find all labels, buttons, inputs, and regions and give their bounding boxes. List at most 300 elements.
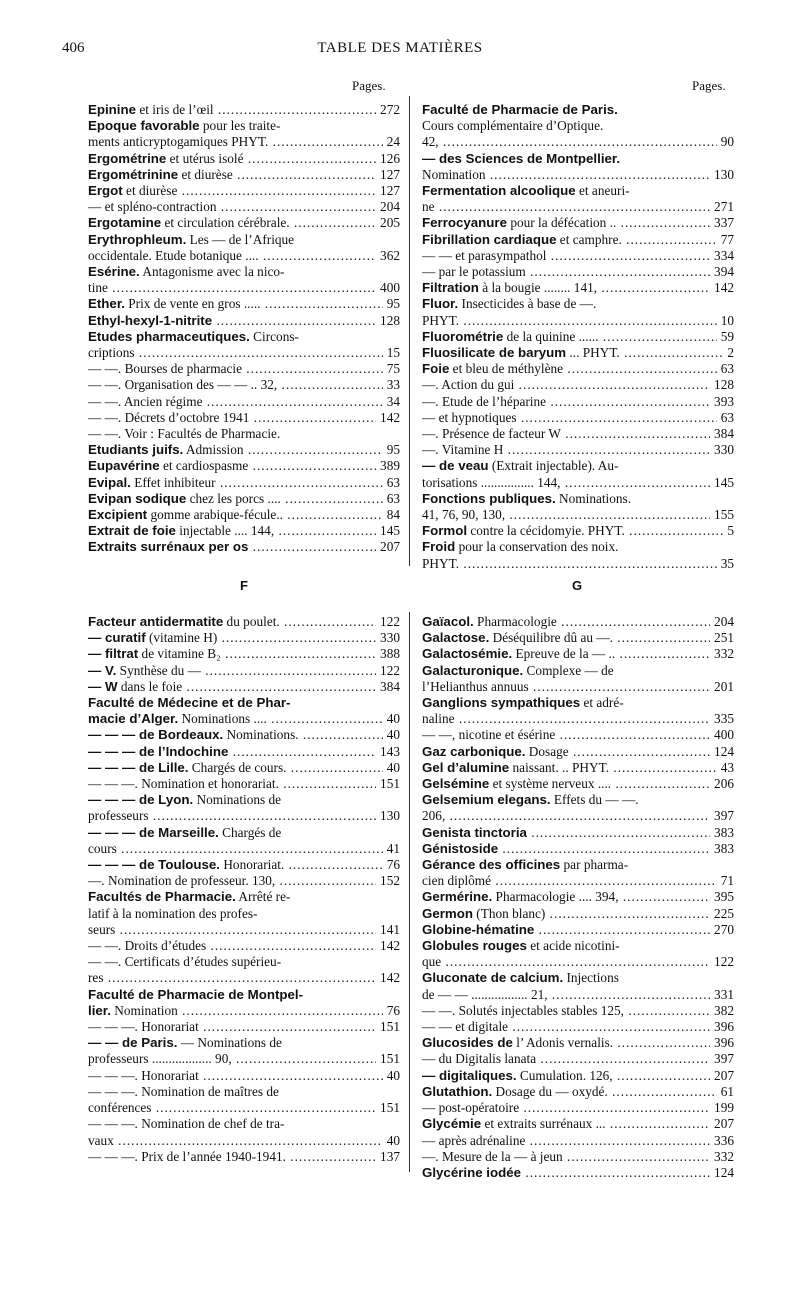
index-page-ref: 5 — [727, 523, 734, 539]
index-headword: Gaïacol. — [422, 614, 474, 629]
index-entry-text — [88, 118, 396, 134]
index-entry-text — [422, 825, 710, 841]
index-entry-text — [88, 1133, 383, 1149]
index-entry-text — [88, 1100, 376, 1116]
index-description: Insecticides à base de —. — [458, 296, 597, 312]
index-description: Nominations de — [193, 792, 282, 808]
index-entry-text — [88, 1019, 376, 1035]
index-description: et bleu de méthylène — [449, 361, 564, 377]
index-entry-text — [88, 167, 376, 183]
index-entry-text — [88, 906, 396, 922]
index-description: cien diplômé — [422, 873, 492, 889]
index-entry-text — [422, 987, 710, 1003]
index-entry-text — [422, 151, 730, 167]
index-headword: Froid — [422, 539, 456, 555]
index-description: Les — de l’Afrique — [186, 231, 295, 247]
index-description: et circulation cérébrale. — [161, 215, 290, 231]
index-description: et adré- — [580, 695, 624, 711]
index-description: — après adrénaline — [422, 1132, 526, 1148]
index-entry — [422, 442, 734, 458]
index-description: PHYT. — [422, 555, 460, 571]
index-headword: Extraits surrénaux per os — [88, 539, 249, 555]
index-entry-text — [88, 663, 376, 679]
index-page-ref: 34 — [386, 393, 400, 409]
index-description: du poulet. — [223, 614, 280, 629]
index-entry — [88, 167, 400, 183]
index-entry — [88, 1116, 400, 1132]
index-description: cours — [88, 840, 117, 856]
index-page-ref: 142 — [380, 409, 400, 425]
index-description: — et hypnotiques — [422, 409, 517, 425]
index-page-ref: 59 — [720, 328, 734, 344]
index-entry-text — [88, 938, 376, 954]
index-entry — [88, 280, 400, 296]
index-page-ref: 397 — [714, 808, 734, 824]
index-headword: Glycérine iodée — [422, 1164, 522, 1180]
index-description: seurs — [88, 921, 116, 937]
index-description: — — —. Prix de l’année 1940-1941. — [88, 1148, 286, 1164]
index-entry-text — [88, 646, 376, 662]
index-page-ref: 251 — [714, 630, 734, 646]
index-entry — [422, 776, 734, 792]
index-page-ref: 330 — [714, 442, 734, 458]
index-page-ref: 122 — [380, 614, 400, 629]
index-entry — [88, 970, 400, 986]
index-entry — [88, 523, 400, 539]
index-entry-text — [88, 825, 396, 841]
index-entry-text — [422, 556, 717, 572]
index-entry-text — [88, 199, 376, 215]
index-page-ref: 151 — [380, 776, 400, 792]
index-headword: — — — de Marseille. — [88, 824, 219, 840]
index-entry — [422, 215, 734, 231]
index-entry — [88, 744, 400, 760]
index-headword: Glutathion. — [422, 1083, 493, 1099]
index-headword: — — — de l’Indochine — [88, 743, 229, 759]
index-description: —. Etude de l’héparine — [422, 393, 547, 409]
index-page-ref: 272 — [380, 102, 400, 117]
index-entry — [422, 134, 734, 150]
column-divider-top — [409, 96, 410, 566]
index-page-ref: 382 — [714, 1002, 734, 1018]
index-entry-text — [422, 507, 710, 523]
index-description: — et spléno-contraction — [88, 199, 217, 215]
index-entry — [422, 906, 734, 922]
index-headword: — filtrat — [88, 646, 139, 662]
index-entry — [88, 1149, 400, 1165]
index-entry-text — [422, 679, 710, 695]
index-page-ref: 63 — [386, 490, 400, 506]
index-entry — [422, 475, 734, 491]
index-page-ref: 393 — [714, 393, 734, 409]
index-page-ref: 95 — [386, 442, 400, 458]
index-page-ref: 2 — [727, 345, 734, 361]
index-page-ref: 396 — [714, 1019, 734, 1035]
index-entry-text — [88, 808, 376, 824]
index-headword: Glucosides de — [422, 1035, 513, 1051]
index-headword: Facteur antidermatite — [88, 614, 224, 629]
index-description: tine — [88, 280, 108, 296]
index-description: criptions — [88, 345, 135, 361]
index-headword: Etudes pharmaceutiques. — [88, 328, 250, 344]
index-entry — [422, 614, 734, 630]
index-description: à la bougie ........ 141, — [478, 280, 598, 296]
index-entry — [88, 841, 400, 857]
index-entry — [422, 987, 734, 1003]
index-page-ref: 40 — [386, 711, 400, 727]
index-page-ref: 142 — [380, 970, 400, 986]
index-headword: Germérine. — [422, 889, 493, 905]
index-entry — [422, 458, 734, 474]
index-description: Arrêté re- — [235, 889, 291, 905]
index-description: professeurs — [88, 808, 149, 824]
index-entry — [88, 825, 400, 841]
index-entry-text — [422, 1068, 710, 1084]
index-entry — [422, 329, 734, 345]
index-entry-text — [88, 296, 383, 312]
index-entry — [88, 426, 400, 442]
index-entry — [422, 118, 734, 134]
index-entry-text — [88, 215, 376, 231]
index-headword: Etudiants juifs. — [88, 442, 184, 458]
index-headword: Faculté de Pharmacie de Paris. — [422, 102, 618, 117]
index-entry — [422, 345, 734, 361]
index-description: — — et parasympathol — [422, 247, 547, 263]
index-headword: macie d’Alger. — [88, 711, 179, 727]
index-entry — [88, 760, 400, 776]
index-entry-text — [422, 1116, 710, 1132]
index-entry — [88, 727, 400, 743]
index-description: Complexe — de — [523, 662, 614, 678]
index-entry — [422, 954, 734, 970]
index-entry — [88, 313, 400, 329]
index-description: latif à la nomination des profes- — [88, 905, 258, 921]
index-headword: — — — de Bordeaux. — [88, 727, 224, 743]
index-entry — [88, 232, 400, 248]
index-description: injectable .... 144, — [175, 523, 275, 539]
section-letter-f: F — [240, 578, 248, 593]
index-column-bottom-right — [422, 614, 734, 1181]
index-description: — — —. Nomination de chef de tra- — [88, 1116, 285, 1132]
index-entry — [422, 938, 734, 954]
index-entry-text — [88, 857, 383, 873]
index-description: Effets du — —. — [550, 792, 639, 808]
index-headword: Germon — [422, 905, 473, 921]
index-entry-text — [88, 1051, 376, 1067]
index-page-ref: 362 — [380, 247, 400, 263]
index-entry-text — [88, 151, 376, 167]
index-entry — [422, 1084, 734, 1100]
index-entry-text — [422, 954, 710, 970]
index-headword: Evipal. — [88, 474, 131, 490]
index-entry-text — [88, 329, 396, 345]
index-entry — [88, 1133, 400, 1149]
index-page-ref: 95 — [386, 296, 400, 312]
index-entry — [422, 151, 734, 167]
index-headword: Epoque favorable — [88, 118, 200, 134]
index-description: pour la défécation .. — [507, 215, 617, 231]
index-description: — —. Voir : Facultés de Pharmacie. — [88, 426, 281, 442]
index-entry — [88, 215, 400, 231]
index-entry — [422, 679, 734, 695]
index-description: Antagonisme avec la nico- — [139, 264, 285, 280]
index-entry-text — [88, 970, 376, 986]
index-entry-text — [88, 475, 383, 491]
index-entry-text — [422, 313, 717, 329]
index-page-ref: 145 — [380, 523, 400, 539]
index-description: conférences — [88, 1100, 152, 1116]
index-entry-text — [422, 873, 717, 889]
index-headword: Fluor. — [422, 296, 459, 312]
index-entry — [88, 938, 400, 954]
column-divider-bottom — [409, 612, 410, 1172]
index-description: — — —. Honorariat — [88, 1019, 199, 1035]
index-page-ref: 63 — [386, 474, 400, 490]
index-entry — [88, 873, 400, 889]
index-page-ref: 204 — [714, 614, 734, 629]
index-headword: Glycémie — [422, 1116, 482, 1132]
index-headword: Foie — [422, 361, 450, 377]
index-page-ref: 128 — [380, 312, 400, 328]
index-description: l’ Adonis vernalis. — [512, 1035, 614, 1051]
index-entry — [88, 630, 400, 646]
index-entry — [422, 313, 734, 329]
index-page-ref: 383 — [714, 824, 734, 840]
index-page-ref: 61 — [720, 1083, 734, 1099]
index-entry-text — [422, 630, 710, 646]
index-entry-text — [88, 1116, 396, 1132]
index-entry — [88, 1068, 400, 1084]
index-entry-text — [422, 394, 710, 410]
index-entry — [88, 889, 400, 905]
index-description: — —. Ancien régime — [88, 393, 203, 409]
index-page-ref: 270 — [714, 921, 734, 937]
index-page-ref: 84 — [386, 507, 400, 523]
index-page-ref: 335 — [714, 711, 734, 727]
index-description: Synthèse du — — [116, 662, 201, 678]
index-entry-text — [422, 1035, 710, 1051]
index-entry — [88, 987, 400, 1003]
index-entry-text — [422, 614, 710, 630]
index-page-ref: 389 — [380, 458, 400, 474]
index-headword: Facultés de Pharmacie. — [88, 889, 236, 905]
index-page-ref: 384 — [380, 678, 400, 694]
pages-label-right: Pages. — [692, 78, 726, 93]
index-entry-text — [88, 1035, 396, 1051]
index-entry — [422, 280, 734, 296]
index-entry — [88, 296, 400, 312]
index-entry — [422, 922, 734, 938]
index-entry — [422, 727, 734, 743]
index-description: ne — [422, 199, 435, 215]
index-description: naline — [422, 711, 455, 727]
index-headword: Ergotamine — [88, 215, 162, 231]
index-entry — [422, 377, 734, 393]
index-description: et diurèse — [122, 183, 178, 199]
index-entry-text — [88, 1068, 383, 1084]
index-headword: Globules rouges — [422, 938, 527, 954]
index-page-ref: 397 — [714, 1051, 734, 1067]
index-description: torisations ................ 144, — [422, 474, 561, 490]
index-entry-text — [88, 134, 383, 150]
index-entry — [88, 857, 400, 873]
index-page-ref: 76 — [386, 857, 400, 873]
index-entry-text — [422, 264, 710, 280]
index-headword: — W — [88, 678, 118, 694]
index-page-ref: 142 — [380, 938, 400, 954]
index-headword: Génistoside — [422, 840, 499, 856]
index-description: par pharma- — [560, 857, 629, 873]
index-entry — [422, 507, 734, 523]
index-description: vaux — [88, 1132, 114, 1148]
index-headword: Ergot — [88, 183, 123, 199]
index-page-ref: 127 — [380, 183, 400, 199]
index-description: — — —. Nomination et honorariat. — [88, 776, 279, 792]
index-entry-text — [422, 296, 730, 312]
index-description: — —. Organisation des — — .. 32, — [88, 377, 278, 393]
index-entry — [88, 442, 400, 458]
index-entry-text — [422, 744, 710, 760]
index-entry — [422, 760, 734, 776]
index-page-ref: 41 — [386, 840, 400, 856]
index-entry — [88, 1100, 400, 1116]
index-description: Déséquilibre dû au —. — [489, 630, 613, 646]
index-entry — [88, 475, 400, 491]
index-entry-text — [88, 776, 376, 792]
index-entry — [88, 792, 400, 808]
index-entry-text — [88, 361, 383, 377]
index-entry-text — [422, 711, 710, 727]
index-entry — [422, 630, 734, 646]
index-description: et iris de l’œil — [136, 102, 214, 117]
index-entry — [422, 426, 734, 442]
index-headword: Gérance des officines — [422, 857, 561, 873]
index-entry — [88, 361, 400, 377]
index-entry-text — [88, 264, 396, 280]
index-description: et diurèse — [178, 166, 233, 182]
index-description: de — — ................. 21, — [422, 986, 548, 1002]
index-entry — [88, 1003, 400, 1019]
section-letter-g: G — [572, 578, 583, 593]
index-entry — [88, 663, 400, 679]
index-headword: Globine-hématine — [422, 921, 535, 937]
index-entry-text — [422, 475, 710, 491]
index-entry-text — [88, 873, 376, 889]
index-page-ref: 122 — [380, 662, 400, 678]
index-headword: Faculté de Pharmacie de Montpel- — [88, 986, 304, 1002]
index-entry — [88, 906, 400, 922]
index-entry-text — [88, 695, 396, 711]
index-entry — [422, 1051, 734, 1067]
index-entry — [422, 646, 734, 662]
index-headword: Ethyl-hexyl-1-nitrite — [88, 312, 213, 328]
index-description: — —. Droits d’études — [88, 938, 207, 954]
index-page-ref: 206 — [714, 776, 734, 792]
index-description: (Extrait injectable). Au- — [488, 458, 619, 474]
index-entry-text — [422, 248, 710, 264]
index-entry-text — [88, 232, 396, 248]
index-page-ref: 143 — [380, 743, 400, 759]
index-entry-text — [88, 313, 376, 329]
index-description: Dosage — [525, 743, 569, 759]
index-entry — [422, 361, 734, 377]
index-description: et cardiospasme — [159, 458, 249, 474]
index-entry-text — [422, 1100, 710, 1116]
index-entry-text — [422, 280, 710, 296]
index-page-ref: 128 — [714, 377, 734, 393]
index-description: —. Présence de facteur W — [422, 426, 561, 442]
index-description: — —. Solutés injectables stables 125, — [422, 1002, 625, 1018]
index-description: —. Action du gui — [422, 377, 515, 393]
index-page-ref: 332 — [714, 1148, 734, 1164]
index-page-ref: 394 — [714, 264, 734, 280]
index-headword: Fluorométrie — [422, 328, 504, 344]
index-page-ref: 77 — [720, 231, 734, 247]
index-headword: Fibrillation cardiaque — [422, 231, 557, 247]
index-page-ref: 271 — [714, 199, 734, 215]
index-description: Admission — [183, 442, 244, 458]
index-page-ref: 141 — [380, 921, 400, 937]
index-entry — [422, 394, 734, 410]
index-page-ref: 330 — [380, 630, 400, 646]
index-page-ref: 334 — [714, 247, 734, 263]
index-page-ref: 199 — [714, 1100, 734, 1116]
index-description: Nominations. — [555, 490, 632, 506]
index-description: — par le potassium — [422, 264, 526, 280]
index-headword: — de veau — [422, 458, 489, 474]
index-entry — [422, 695, 734, 711]
index-entry — [422, 539, 734, 555]
index-description: Pharmacologie .... 394, — [492, 889, 619, 905]
index-page-ref: 145 — [714, 474, 734, 490]
index-entry — [422, 663, 734, 679]
index-entry — [88, 1051, 400, 1067]
index-entry-text — [88, 760, 383, 776]
index-description: — —. Décrets d’octobre 1941 — [88, 409, 250, 425]
index-description: Cumulation. 126, — [516, 1067, 613, 1083]
index-entry — [88, 345, 400, 361]
index-entry-text — [88, 539, 376, 555]
index-page-ref: 337 — [714, 215, 734, 231]
index-description: — — et digitale — [422, 1019, 509, 1035]
index-page-ref: 33 — [386, 377, 400, 393]
index-headword: — curatif — [88, 630, 146, 646]
page-title: TABLE DES MATIÈRES — [317, 40, 483, 56]
index-description: l’Helianthus annuus — [422, 678, 529, 694]
index-entry — [422, 825, 734, 841]
index-description: Circons- — [249, 328, 299, 344]
index-page-ref: 15 — [386, 345, 400, 361]
index-entry-text — [88, 410, 376, 426]
index-description: de vitamine B₂ — [138, 646, 221, 662]
index-entry-text — [422, 857, 730, 873]
index-page-ref: 388 — [380, 646, 400, 662]
index-entry-text — [422, 938, 730, 954]
index-entry-text — [422, 377, 710, 393]
index-headword: Eupavérine — [88, 458, 160, 474]
index-entry — [422, 264, 734, 280]
index-entry-text — [422, 361, 717, 377]
index-page-ref: 395 — [714, 889, 734, 905]
index-description: (vitamine H) — [145, 630, 218, 646]
index-page-ref: 43 — [720, 759, 734, 775]
index-page-ref: 384 — [714, 426, 734, 442]
index-description: 42, — [422, 134, 439, 150]
page-number: 406 — [62, 40, 85, 56]
index-entry-text — [422, 1003, 710, 1019]
index-page-ref: 63 — [720, 361, 734, 377]
index-description: —. Vitamine H — [422, 442, 504, 458]
